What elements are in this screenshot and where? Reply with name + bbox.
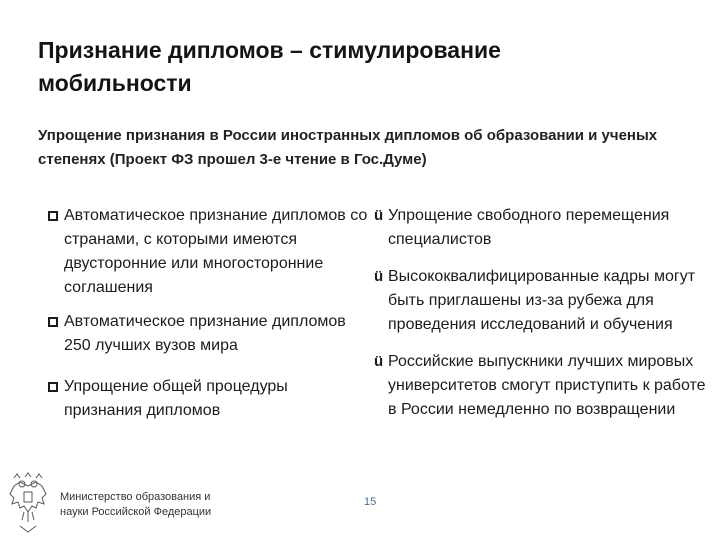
check-icon: ü [374, 207, 384, 224]
list-item-text: Автоматическое признание дипломов со странами, с которыми имеются двусторонние или многосторонние соглашения [64, 207, 368, 296]
list-item [48, 204, 368, 300]
check-icon: ü [374, 268, 384, 285]
list-item [374, 350, 714, 422]
list-item-text: Упрощение свободного перемещения специалистов [388, 207, 670, 248]
coat-of-arms-icon [6, 472, 50, 534]
square-bullet-icon [48, 375, 58, 400]
left-column [48, 204, 368, 423]
list-item [48, 375, 368, 423]
list-item [374, 265, 714, 337]
ministry-name: Министерство образования и науки Российской Федерации [60, 491, 212, 518]
right-column [374, 204, 714, 422]
list-item-text: Автоматическое признание дипломов 250 лучших вузов мира [64, 313, 346, 354]
slide-title: Признание дипломов – стимулирование мобильности [38, 37, 501, 97]
check-icon: ü [374, 353, 384, 370]
list-item-text: Высококвалифицированные кадры могут быть приглашены из-за рубежа для проведения исследований и обучения [388, 268, 696, 333]
list-item-text: Российские выпускники лучших мировых университетов смогут приступить к работе в России немедленно по возвращении [388, 353, 706, 418]
square-bullet-icon [48, 204, 58, 229]
page-number: 15 [364, 496, 377, 508]
list-item [374, 204, 714, 252]
square-bullet-icon [48, 310, 58, 335]
list-item [48, 310, 368, 358]
list-item-text: Упрощение общей процедуры признания дипломов [64, 378, 288, 419]
slide-subtitle: Упрощение признания в России иностранных дипломов об образовании и ученых степенях (Проект ФЗ прошел 3-е чтение в Гос.Думе) [38, 127, 658, 168]
